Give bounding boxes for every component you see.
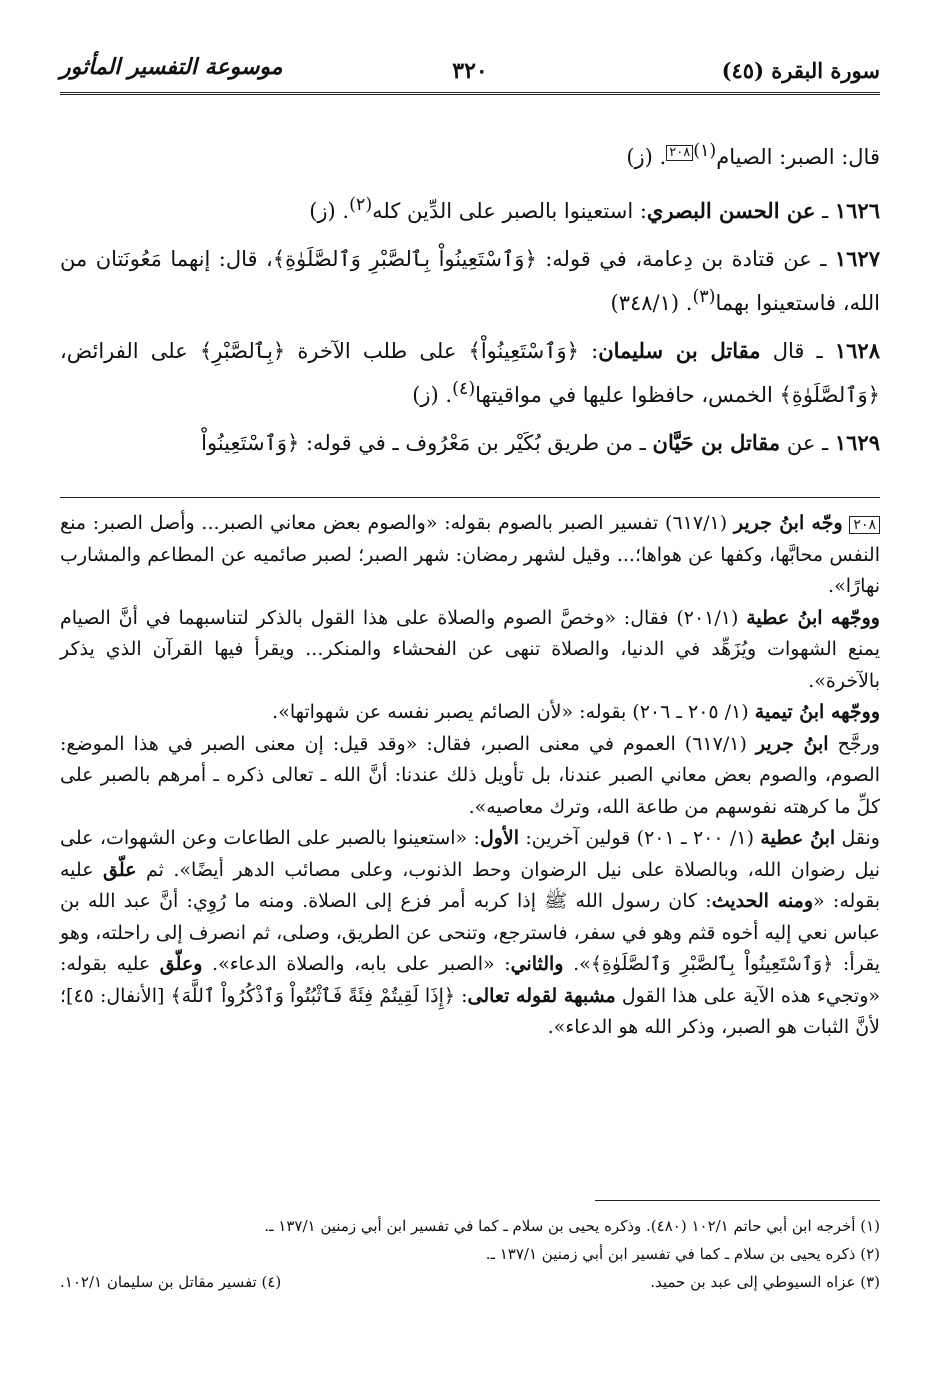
text: : استعينوا بالصبر على الدِّين كله: [372, 199, 647, 223]
text: (٦١٧/١) العموم في معنى الصبر، فقال: «وقد قيل: إن معنى الصبر في هذا الموضع: الصوم، والصوم بعض معاني الصبر عندنا، بل تأويل ذلك عندنا: أنَّ الله ـ تعالى ذكره ـ أمرهم بالصبر على كلِّ ما كرهته نفوسهم من طاعة الله، وترك معاصيه».: [60, 732, 880, 818]
commentary-1: [60, 508, 880, 603]
text: عليه بقوله: «: [60, 858, 881, 912]
scholar-name: ووجّهه ابنُ تيمية: [754, 701, 880, 723]
text: ورجَّح: [837, 732, 880, 755]
text: : ﴿وَٱسْتَعِينُواْ﴾ على طلب الآخرة ﴿بِٱلصَّبْرِ﴾ على الفرائض، ﴿وَٱلصَّلَوٰةِ﴾ الخمس، حافظوا عليها في مواقيتها: [60, 339, 880, 407]
text: عليه بقوله: «وتجيء هذه الآية على هذا القول: [60, 953, 880, 1007]
scholar-name: ابنُ جرير: [755, 732, 829, 755]
commentary-2: [60, 603, 880, 698]
footnote-marker[interactable]: (١): [693, 141, 717, 161]
text: : «الصبر على بابه، والصلاة الدعاء».: [212, 953, 511, 975]
text: (١/ ٢٠٥ ـ ٢٠٦) بقوله: «لأن الصائم يصبر نفسه عن شهواتها».: [272, 701, 749, 723]
commentary-section: [60, 508, 880, 1044]
surah-label: سورة البقرة (٤٥): [721, 58, 880, 83]
footnote-marker[interactable]: (٣): [692, 287, 716, 307]
text: عن قتادة بن دِعامة، في قوله: ﴿وَٱسْتَعِينُواْ بِٱلصَّبْرِ وَٱلصَّلَوٰةِ﴾، قال: إنهما مَعُونَتان من الله، فاستعينوا بهما: [60, 247, 880, 315]
page-number: ٣٢٠: [452, 58, 488, 84]
text: . (ز): [626, 145, 667, 169]
narrator-name: مقاتل بن سليمان: [598, 338, 761, 363]
narrator-name: عن الحسن البصري: [646, 198, 816, 223]
label-commented: وعلّق: [159, 953, 203, 975]
footnote-3: (٣) عزاه السيوطي إلى عبد بن حميد.: [650, 1273, 880, 1291]
narration-number: ١٦٢٨: [834, 338, 880, 363]
commentary-4: [60, 729, 880, 824]
scholar-name: ووجّهه ابنُ عطية: [746, 606, 880, 629]
narration-number: ١٦٢٩: [834, 430, 880, 455]
narration-1629: ١٦٢٩ ـ عن مقاتل بن حَيَّان ـ من طريق بُكَيْر بن مَعْرُوف ـ في قوله: ﴿وَٱسْتَعِينُواْ: [201, 430, 880, 455]
footnote-1: (١) أخرجه ابن أبي حاتم ١٠٢/١ (٤٨٠). وذكره يحيى بن سلام ـ كما في تفسير ابن أبي زمنين ١٣٧/١ ـ.: [264, 1217, 880, 1235]
commentary-5: [60, 823, 880, 1044]
footnote-marker[interactable]: (٤): [452, 379, 476, 399]
label-first: الأول: [479, 827, 520, 849]
footnote-marker[interactable]: (٢): [349, 195, 373, 215]
scholar-name: ابنُ عطية: [760, 827, 836, 849]
narration-1628: ١٦٢٨ ـ قال مقاتل بن سليمان: ﴿وَٱسْتَعِينُواْ﴾ على طلب الآخرة ﴿بِٱلصَّبْرِ﴾ على الفرائض، ﴿وَٱلصَّلَوٰةِ﴾ الخمس، حافظوا عليها في مواقيتها$^{(٤)}$. (ز): [60, 338, 880, 407]
narrator-name: مقاتل بن حَيَّان: [652, 430, 781, 455]
text: : كان رسول الله ﷺ إذا كربه أمر فزع إلى الصلاة. ومنه ما رُوِي: أنَّ عبد الله بن عباس نعي إليه أخوه قثم وهو في سفر، فاسترجع، وتنحى عن الطريق، وصلى، ثم انصرف إلى راحلته، وهو يقرأ: ﴿وَٱسْتَعِينُواْ بِٱلصَّبْرِ وَٱلصَّلَوٰةِ﴾».: [60, 890, 880, 975]
label-hadith: ومنه الحديث: [711, 890, 814, 912]
footnote-divider: [595, 1200, 880, 1201]
text: ـ من طريق بُكَيْر بن مَعْرُوف ـ في قوله: ﴿وَٱسْتَعِينُواْ: [201, 431, 646, 455]
text: عن: [786, 431, 816, 455]
commentary-divider: [60, 497, 880, 498]
footnote-row: [60, 1268, 880, 1296]
text: . (ز): [412, 383, 453, 407]
label-commented: علّق: [103, 858, 137, 881]
text: : «استعينوا بالصبر على الطاعات وعن الشهوات، على نيل رضوان الله، وبالصلاة على نيل الرضوان وحط الذنوب، وعلى مصائب الدهر أيضًا». ثم: [60, 827, 880, 881]
text: قال: [772, 339, 805, 363]
narration-1626: ١٦٢٦ ـ عن الحسن البصري: استعينوا بالصبر على الدِّين كله$^{(٢)}$. (ز): [309, 195, 880, 223]
narrations: [60, 132, 880, 472]
header-divider: [60, 92, 880, 95]
footnotes: [60, 1212, 880, 1296]
narration-number: ١٦٢٧: [834, 246, 880, 271]
narration-number: ١٦٢٦: [834, 198, 880, 223]
narration-continuation: [60, 132, 880, 176]
text: : ﴿إِذَا لَقِيتُمْ فِئَةً فَٱثْبُتُواْ وَٱذْكُرُواْ ٱللَّهَ﴾ [الأنفال: ٤٥]؛ لأنَّ الثبات هو الصبر، وذكر الله هو الدعاء».: [60, 984, 880, 1038]
text: . (٣٤٨/١): [610, 291, 693, 315]
commentary-3: [60, 697, 880, 729]
label-second: والثاني: [510, 953, 564, 975]
text: (٢٠١/١) فقال: «وخصَّ الصوم والصلاة على هذا القول بالذكر لتناسبهما في أنَّ الصيام يمنع الشهوات ويُزَهِّد في الدنيا، والصلاة تنهى عن الفحشاء والمنكر... ويقرأ فيها القرآن الذي يذكر بالآخرة».: [60, 606, 880, 692]
label-similar: مشبهة لقوله تعالى: [467, 984, 616, 1007]
narration-1627: ١٦٢٧ ـ عن قتادة بن دِعامة، في قوله: ﴿وَٱسْتَعِينُواْ بِٱلصَّبْرِ وَٱلصَّلَوٰةِ﴾، قال: إنهما مَعُونَتان من الله، فاستعينوا بهما$^{(٣)}$. (٣٤٨/١): [60, 246, 880, 315]
commentary-ref[interactable]: ٢٠٨: [666, 145, 693, 161]
text: (٦١٧/١) تفسير الصبر بالصوم بقوله: «والصوم بعض معاني الصبر... وأصل الصبر: منع النفس محابَّها، وكفها عن هواها؛... وقيل لشهر رمضان: شهر الصبر؛ لصبر صائميه عن المطاعم والمشارب نهارًا».: [60, 512, 880, 597]
book-title: موسوعة التفسير المأثور: [60, 54, 283, 80]
footnote-4: (٤) تفسير مقاتل بن سليمان ١٠٢/١.: [60, 1273, 282, 1291]
text: (١/ ٢٠٠ ـ ٢٠١) قولين آخرين:: [525, 827, 754, 849]
footnote-2: (٢) ذكره يحيى بن سلام ـ كما في تفسير ابن أبي زمنين ١٣٧/١ ـ.: [485, 1245, 880, 1263]
text: قال: الصبر: الصيام: [716, 145, 880, 169]
text: ونقل: [841, 827, 880, 849]
commentary-ref: ٢٠٨: [849, 516, 880, 534]
text: . (ز): [309, 199, 350, 223]
scholar-name: وجّه ابنُ جرير: [733, 512, 843, 534]
